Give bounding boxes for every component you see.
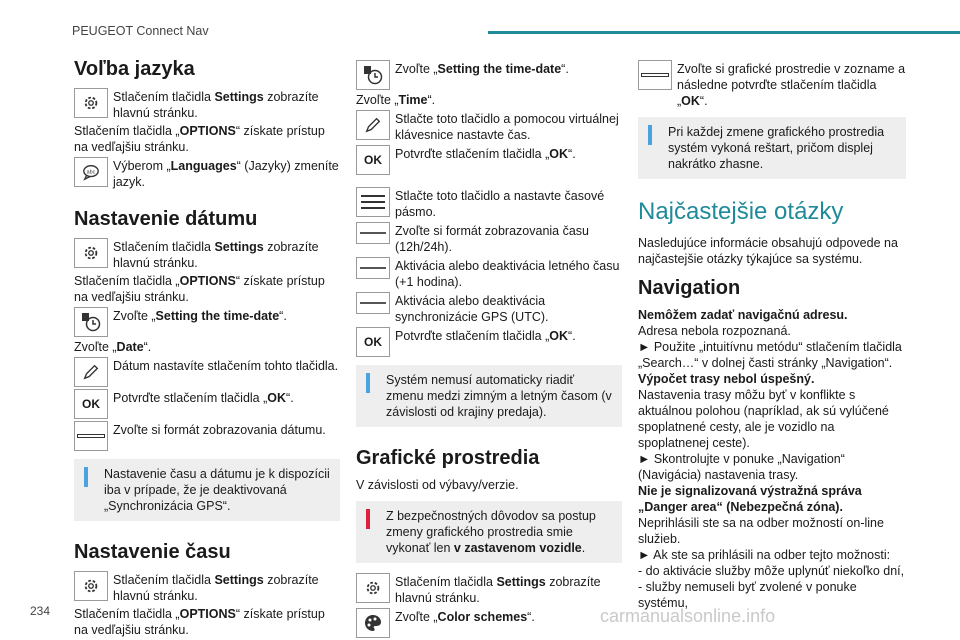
info-note xyxy=(356,365,622,427)
settings-gear-icon xyxy=(74,571,108,601)
step-text: Zvoľte „Time“. xyxy=(356,93,436,107)
step-text: Zvoľte „Color schemes“. xyxy=(395,610,535,624)
step-timezone xyxy=(356,187,622,220)
heading-faq: Najčastejšie otázky xyxy=(638,198,844,225)
pencil-icon xyxy=(356,110,390,140)
warning-note-text: Z bezpečnostných dôvodov sa postup zmeny grafického prostredia smie vykonať len v zastavenom vozidle. xyxy=(386,509,596,555)
palette-icon xyxy=(356,608,390,638)
step-time-date xyxy=(356,60,622,90)
column-1 xyxy=(74,56,340,638)
page-number: 234 xyxy=(30,604,51,618)
step-text: Potvrďte stlačením tlačidla „OK“. xyxy=(395,329,576,343)
settings-gear-icon xyxy=(356,573,390,603)
header-accent-bar xyxy=(488,31,960,34)
step-settings xyxy=(74,571,340,604)
list-item: - služby nemuseli byť zvolené v ponuke systému, xyxy=(638,580,857,610)
info-note xyxy=(638,117,906,179)
step-text: Stlačením tlačidla „OPTIONS“ získate prístup na vedľajšiu stránku. xyxy=(74,124,325,154)
answer: Neprihlásili ste sa na odber možností on-line služieb. xyxy=(638,516,884,546)
info-note-text: Systém nemusí automaticky riadiť zmenu medzi zimným a letným časom (v závislosti od krajiny predaja). xyxy=(386,373,612,419)
step-time-format xyxy=(356,222,622,255)
step-dst xyxy=(356,257,622,290)
step-select-theme xyxy=(638,60,906,109)
step-text: Stlačením tlačidla Settings zobrazíte hlavnú stránku. xyxy=(395,575,601,605)
step-text: Dátum nastavíte stlačením tohto tlačidla. xyxy=(113,359,339,373)
step-text: Výberom „Languages“ (Jazyky) zmeníte jazyk. xyxy=(113,159,339,189)
line-toggle-icon xyxy=(356,292,390,314)
step-text: Stlačte toto tlačidlo a pomocou virtuálnej klávesnice nastavte čas. xyxy=(395,112,619,142)
column-3 xyxy=(638,58,906,611)
heading-navigation: Navigation xyxy=(638,277,741,299)
question: Výpočet trasy nebol úspešný. xyxy=(638,372,815,386)
speech-language-icon xyxy=(74,157,108,187)
heading-themes: Grafické prostredia xyxy=(356,447,540,469)
running-header: PEUGEOT Connect Nav xyxy=(72,24,209,38)
step-text: Stlačením tlačidla Settings zobrazíte hlavnú stránku. xyxy=(113,240,319,270)
faq-intro: Nasledujúce informácie obsahujú odpovede na najčastejšie otázky týkajúce sa systému. xyxy=(638,236,898,266)
step-text: Aktivácia alebo deaktivácia synchronizácie GPS (UTC). xyxy=(395,294,549,324)
settings-gear-icon xyxy=(74,238,108,268)
themes-intro: V závislosti od výbavy/verzie. xyxy=(356,478,519,492)
question: Nemôžem zadať navigačnú adresu. xyxy=(638,308,848,322)
step-color-schemes xyxy=(356,608,622,638)
solution: ► Skontrolujte v ponuke „Navigation“ (Navigácia) nastavenia trasy. xyxy=(638,452,845,482)
step-text: Zvoľte si grafické prostredie v zozname a následne potvrďte stlačením tlačidla „OK“. xyxy=(677,62,906,108)
answer: Nastavenia trasy môžu byť v konflikte s aktuálnou polohou (napríklad, ak sú vylúčené spoplatnené cesty, ale je vozidlo na spoplatnenej ceste). xyxy=(638,388,889,450)
step-text: Stlačením tlačidla „OPTIONS“ získate prístup na vedľajšiu stránku. xyxy=(74,607,325,637)
format-bar-icon xyxy=(638,60,672,90)
step-gps-sync xyxy=(356,292,622,325)
list-menu-icon xyxy=(356,187,390,217)
clock-icon xyxy=(74,307,108,337)
step-text: Zvoľte „Setting the time-date“. xyxy=(395,62,569,76)
step-confirm-ok xyxy=(356,327,622,357)
list-item: - do aktivácie služby môže uplynúť niekoľko dní, xyxy=(638,564,905,578)
clock-icon xyxy=(356,60,390,90)
info-icon xyxy=(366,373,370,393)
heading-date: Nastavenie dátumu xyxy=(74,208,258,230)
settings-gear-icon xyxy=(74,88,108,118)
ok-button-icon: OK xyxy=(356,327,390,357)
step-set-date xyxy=(74,357,340,387)
step-text: Potvrďte stlačením tlačidla „OK“. xyxy=(113,391,294,405)
step-confirm-ok xyxy=(356,145,622,175)
step-settings xyxy=(356,573,622,606)
info-icon xyxy=(648,125,652,145)
step-time-date xyxy=(74,307,340,337)
step-text: Stlačte toto tlačidlo a nastavte časové pásmo. xyxy=(395,189,605,219)
step-settings xyxy=(74,88,340,121)
heading-time: Nastavenie času xyxy=(74,541,231,563)
step-text: Aktivácia alebo deaktivácia letného času (+1 hodina). xyxy=(395,259,620,289)
step-date-format xyxy=(74,421,340,451)
format-bar-icon xyxy=(74,421,108,451)
step-languages xyxy=(74,157,340,190)
answer: Adresa nebola rozpoznaná. xyxy=(638,324,791,338)
column-2 xyxy=(356,58,622,640)
step-text: Potvrďte stlačením tlačidla „OK“. xyxy=(395,147,576,161)
line-toggle-icon xyxy=(356,257,390,279)
watermark: carmanualsonline.info xyxy=(600,606,776,626)
step-text: Stlačením tlačidla Settings zobrazíte hlavnú stránku. xyxy=(113,573,319,603)
step-set-time xyxy=(356,110,622,143)
ok-button-icon: OK xyxy=(356,145,390,175)
svg-text:abc: abc xyxy=(86,169,96,176)
heading-language: Voľba jazyka xyxy=(74,58,195,80)
step-text: Stlačením tlačidla Settings zobrazíte hlavnú stránku. xyxy=(113,90,319,120)
step-text: Zvoľte „Date“. xyxy=(74,340,152,354)
info-note xyxy=(74,459,340,521)
info-icon xyxy=(84,467,88,487)
solution: ► Použite „intuitívnu metódu“ stlačením tlačidla „Search…“ v dolnej časti stránky „Navigation“. xyxy=(638,340,902,370)
step-settings xyxy=(74,238,340,271)
step-text: Zvoľte si formát zobrazovania času (12h/24h). xyxy=(395,224,590,254)
step-text: Zvoľte si formát zobrazovania dátumu. xyxy=(113,423,326,437)
warning-icon xyxy=(366,509,370,529)
line-toggle-icon xyxy=(356,222,390,244)
info-note-text: Nastavenie času a dátumu je k dispozícii iba v prípade, že je deaktivovaná „Synchronizácia GPS“. xyxy=(104,467,330,513)
question: Nie je signalizovaná výstražná správa „Danger area“ (Nebezpečná zóna). xyxy=(638,484,862,514)
ok-button-icon: OK xyxy=(74,389,108,419)
pencil-icon xyxy=(74,357,108,387)
solution: ► Ak ste sa prihlásili na odber tejto možnosti: xyxy=(638,548,891,562)
step-text: Stlačením tlačidla „OPTIONS“ získate prístup na vedľajšiu stránku. xyxy=(74,274,325,304)
step-text: Zvoľte „Setting the time-date“. xyxy=(113,309,287,323)
info-note-text: Pri každej zmene grafického prostredia systém vykoná reštart, pričom displej nakrátko zhasne. xyxy=(668,125,885,171)
step-confirm-ok xyxy=(74,389,340,419)
warning-note xyxy=(356,501,622,563)
